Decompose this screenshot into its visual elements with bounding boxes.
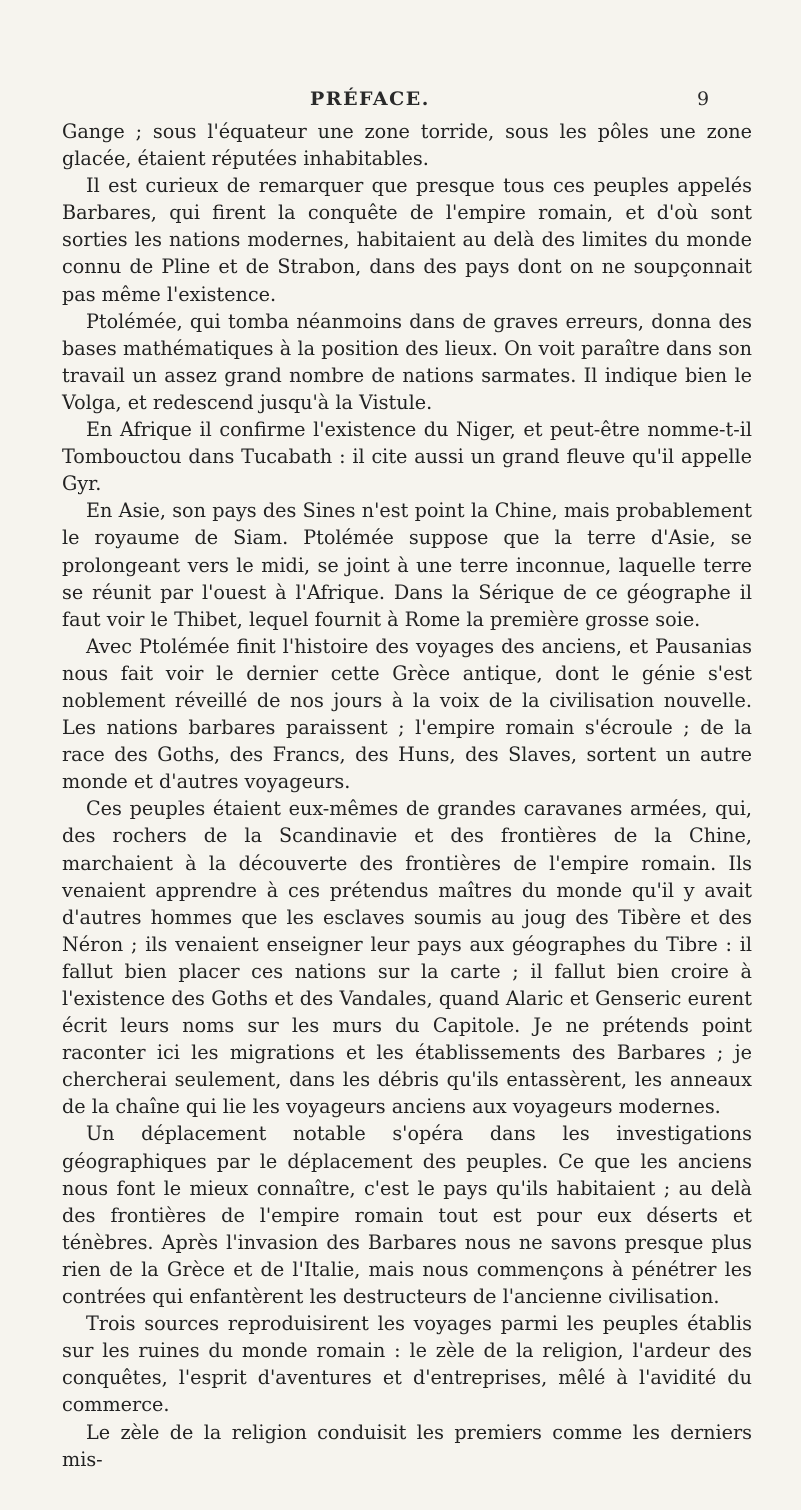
page-header [0,88,801,118]
running-title: PRÉFACE. [310,88,430,110]
paragraph: Un déplacement notable s'opéra dans les investigations géographiques par le déplacement des peuples. Ce que les anciens nous font le mieux connaître, c'est le pays qu'ils habitaient ; au delà des frontières de l'empire romain tout est pour eux déserts et ténèbres. Après l'invasion des Barbares nous ne savons presque plus rien de la Grèce et de l'Italie, mais nous commençons à pénétrer les contrées qui enfantèrent les destructeurs de l'ancienne civilisation. [62,1122,752,1309]
page-number: 9 [697,88,710,110]
paragraph: Gange ; sous l'équateur une zone torride, sous les pôles une zone glacée, étaient réputées inhabitables. [62,120,752,171]
paragraph: En Asie, son pays des Sines n'est point la Chine, mais probablement le royaume de Siam. Ptolémée suppose que la terre d'Asie, se prolongeant vers le midi, se joint à une terre inconnue, laquelle terre se réunit par l'ouest à l'Afrique. Dans la Sérique de ce géographe il faut voir le Thibet, lequel fournit à Rome la première grosse soie. [62,499,752,631]
paragraph: En Afrique il confirme l'existence du Niger, et peut-être nomme-t-il Tombouctou dans Tucabath : il cite aussi un grand fleuve qu'il appelle Gyr. [62,418,752,496]
paragraph: Ces peuples étaient eux-mêmes de grandes caravanes armées, qui, des rochers de la Scandinavie et des frontières de la Chine, marchaient à la découverte des frontières de l'empire romain. Ils venaient apprendre à ces prétendus maîtres du monde qu'il y avait d'autres hommes que les esclaves soumis au joug des Tibère et des Néron ; ils venaient enseigner leur pays aux géographes du Tibre : il fallut bien placer ces nations sur la carte ; il fallut bien croire à l'existence des Goths et des Vandales, quand Alaric et Genseric eurent écrit leurs noms sur les murs du Capitole. Je ne prétends point raconter ici les migrations et les établissements des Barbares ; je chercherai seulement, dans les débris qu'ils entassèrent, les anneaux de la chaîne qui lie les voyageurs anciens aux voyageurs modernes. [62,797,752,1119]
paragraph: Le zèle de la religion conduisit les premiers comme les derniers mis- [62,1420,752,1471]
paragraph: Avec Ptolémée finit l'histoire des voyages des anciens, et Pausanias nous fait voir le dernier cette Grèce antique, dont le génie s'est noblement réveillé de nos jours à la voix de la civilisation nouvelle. Les nations barbares paraissent ; l'empire romain s'écroule ; de la race des Goths, des Francs, des Huns, des Slaves, sortent un autre monde et d'autres voyageurs. [62,634,752,794]
paragraph: Il est curieux de remarquer que presque tous ces peuples appelés Barbares, qui firent la conquête de l'empire romain, et d'où sont sorties les nations modernes, habitaient au delà des limites du monde connu de Pline et de Strabon, dans des pays dont on ne soupçonnait pas même l'existence. [62,174,752,306]
body-text [62,118,752,1473]
paragraph: Ptolémée, qui tomba néanmoins dans de graves erreurs, donna des bases mathématiques à la position des lieux. On voit paraître dans son travail un assez grand nombre de nations sarmates. Il indique bien le Volga, et redescend jusqu'à la Vistule. [62,309,752,414]
paragraph: Trois sources reproduisirent les voyages parmi les peuples établis sur les ruines du monde romain : le zèle de la religion, l'ardeur des conquêtes, l'esprit d'aventures et d'entreprises, mêlé à l'avidité du commerce. [62,1312,752,1417]
